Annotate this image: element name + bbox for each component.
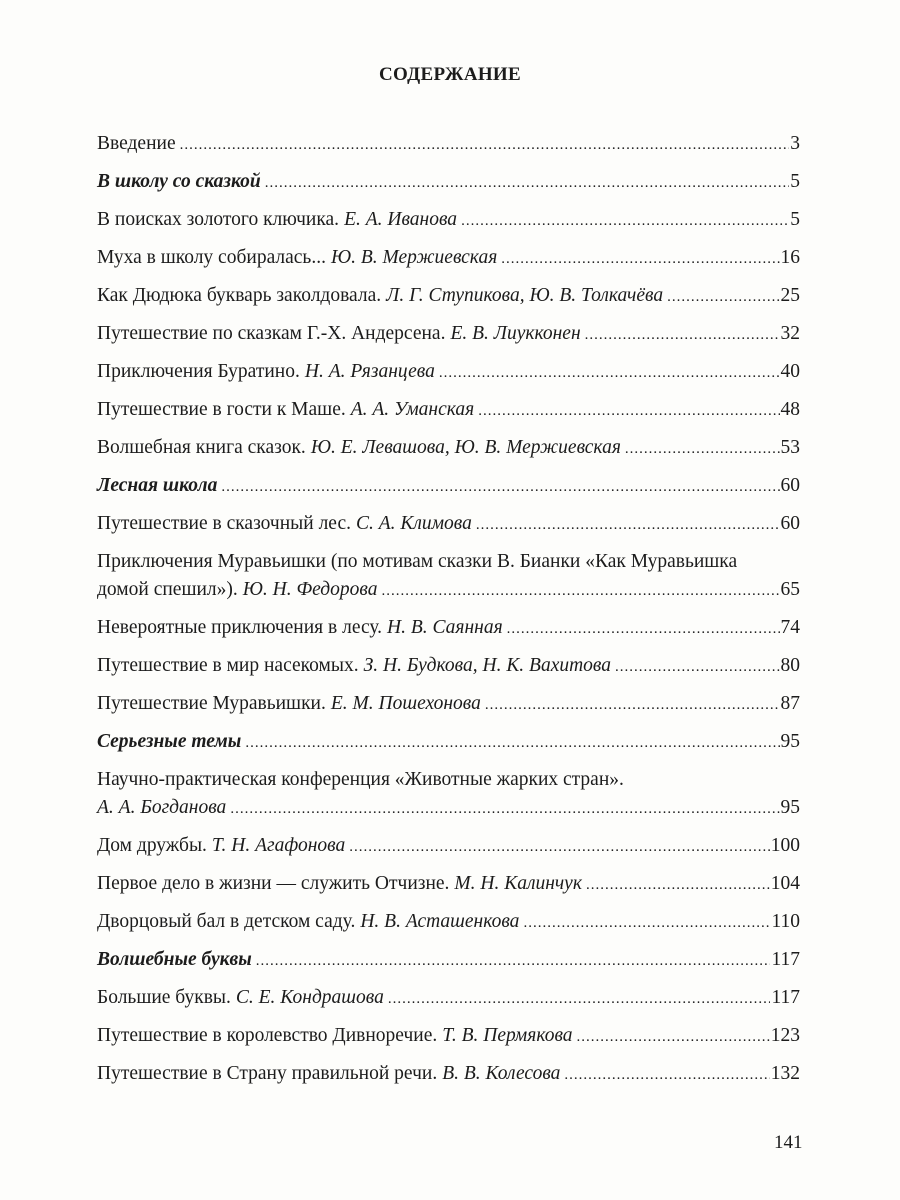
- entry-page: 5: [790, 209, 800, 230]
- toc-entry[interactable]: [97, 396, 800, 424]
- toc-entry[interactable]: [97, 870, 800, 898]
- entry-author: А. А. Богданова: [97, 797, 227, 818]
- entry-title: Муха в школу собиралась...: [97, 247, 326, 268]
- entry-title: В школу со сказкой: [97, 171, 261, 192]
- entry-page: 123: [770, 1025, 800, 1046]
- table-of-contents: [97, 130, 800, 1098]
- dot-leader: [265, 169, 789, 197]
- dot-leader: [439, 359, 780, 387]
- entry-page: 5: [790, 171, 800, 192]
- entry-author: Е. В. Лиукконен: [450, 323, 581, 344]
- toc-entry-line: [97, 472, 800, 500]
- entry-title: Путешествие в мир насекомых.: [97, 655, 359, 676]
- toc-section[interactable]: [97, 472, 800, 500]
- toc-entry[interactable]: [97, 244, 800, 272]
- page-number: 141: [774, 1132, 803, 1153]
- entry-title: Как Дюдюка букварь заколдовала.: [97, 285, 382, 306]
- dot-leader: [180, 131, 790, 159]
- toc-entry[interactable]: [97, 614, 800, 642]
- toc-entry-line: [97, 206, 800, 234]
- entry-title: Невероятные приключения в лесу.: [97, 617, 383, 638]
- toc-entry[interactable]: [97, 130, 800, 158]
- entry-author: Т. В. Пермякова: [442, 1025, 573, 1046]
- toc-entry-line: [97, 1022, 800, 1050]
- toc-entry-line: [97, 908, 800, 936]
- entry-page: 48: [780, 399, 800, 420]
- toc-entry[interactable]: [97, 282, 800, 310]
- toc-entry[interactable]: [97, 766, 800, 822]
- toc-entry[interactable]: [97, 832, 800, 860]
- entry-page: 117: [771, 987, 800, 1008]
- toc-entry-line: [97, 984, 800, 1012]
- dot-leader: [245, 729, 779, 757]
- entry-title: Путешествие в гости к Маше.: [97, 399, 346, 420]
- dot-leader: [485, 691, 780, 719]
- entry-author: З. Н. Будкова, Н. К. Вахитова: [363, 655, 612, 676]
- toc-entry[interactable]: [97, 434, 800, 462]
- entry-page: 80: [780, 655, 800, 676]
- entry-author: Е. А. Иванова: [344, 209, 458, 230]
- entry-author: Н. А. Рязанцева: [304, 361, 435, 382]
- toc-entry[interactable]: [97, 908, 800, 936]
- dot-leader: [523, 909, 770, 937]
- dot-leader: [230, 795, 779, 823]
- dot-leader: [478, 397, 779, 425]
- entry-title: Серьезные темы: [97, 731, 242, 752]
- entry-page: 60: [780, 513, 800, 534]
- entry-title: Введение: [97, 133, 176, 154]
- toc-entry-line: [97, 728, 800, 756]
- entry-author: Т. Н. Агафонова: [211, 835, 346, 856]
- entry-author: А. А. Уманская: [350, 399, 475, 420]
- entry-author: Ю. В. Мержиевская: [330, 247, 498, 268]
- entry-title: В поисках золотого ключика.: [97, 209, 340, 230]
- entry-title: Волшебная книга сказок.: [97, 437, 306, 458]
- toc-entry[interactable]: [97, 510, 800, 538]
- entry-author: С. Е. Кондрашова: [235, 987, 384, 1008]
- toc-entry-line: [97, 320, 800, 348]
- entry-page: 40: [780, 361, 800, 382]
- dot-leader: [388, 985, 771, 1013]
- toc-entry-line: [97, 434, 800, 462]
- entry-page: 16: [780, 247, 800, 268]
- entry-title: Волшебные буквы: [97, 949, 252, 970]
- entry-author: Е. М. Пошехонова: [330, 693, 481, 714]
- dot-leader: [501, 245, 779, 273]
- entry-page: 60: [780, 475, 800, 496]
- dot-leader: [585, 321, 780, 349]
- dot-leader: [256, 947, 771, 975]
- entry-page: 104: [770, 873, 800, 894]
- entry-page: 65: [780, 579, 800, 600]
- entry-author: С. А. Климова: [355, 513, 472, 534]
- entry-author: Н. В. Асташенкова: [360, 911, 520, 932]
- toc-entry[interactable]: [97, 1060, 800, 1088]
- toc-entry[interactable]: [97, 984, 800, 1012]
- entry-title: Путешествие в королевство Дивноречие.: [97, 1025, 438, 1046]
- entry-author: Ю. Н. Федорова: [242, 579, 378, 600]
- toc-entry-line: [97, 168, 800, 196]
- entry-page: 32: [780, 323, 800, 344]
- dot-leader: [667, 283, 779, 311]
- toc-entry-line: [97, 548, 800, 576]
- toc-entry[interactable]: [97, 206, 800, 234]
- toc-entry-line: [97, 510, 800, 538]
- entry-author: В. В. Колесова: [442, 1063, 561, 1084]
- dot-leader: [577, 1023, 770, 1051]
- toc-section[interactable]: [97, 728, 800, 756]
- dot-leader: [221, 473, 779, 501]
- dot-leader: [382, 577, 780, 605]
- toc-entry-line: [97, 946, 800, 974]
- entry-title: Большие буквы.: [97, 987, 231, 1008]
- entry-title: Дворцовый бал в детском саду.: [97, 911, 356, 932]
- entry-title: Путешествие Муравьишки.: [97, 693, 326, 714]
- entry-title: Дом дружбы.: [97, 835, 207, 856]
- entry-title: Научно-практическая конференция «Животные жарких стран».: [97, 769, 624, 790]
- toc-entry-line: [97, 576, 800, 604]
- toc-section[interactable]: [97, 168, 800, 196]
- entry-page: 117: [771, 949, 800, 970]
- entry-page: 53: [780, 437, 800, 458]
- toc-entry[interactable]: [97, 358, 800, 386]
- dot-leader: [461, 207, 789, 235]
- entry-title: Путешествие в сказочный лес.: [97, 513, 351, 534]
- dot-leader: [586, 871, 770, 899]
- toc-entry[interactable]: [97, 320, 800, 348]
- entry-title: Приключения Муравьишки (по мотивам сказки В. Бианки «Как Муравьишка: [97, 551, 738, 572]
- toc-entry[interactable]: [97, 1022, 800, 1050]
- toc-entry-line: [97, 794, 800, 822]
- entry-title: Лесная школа: [97, 475, 218, 496]
- entry-page: 74: [780, 617, 800, 638]
- page-title: СОДЕРЖАНИЕ: [379, 64, 521, 85]
- entry-page: 87: [780, 693, 800, 714]
- entry-page: 110: [771, 911, 800, 932]
- dot-leader: [564, 1061, 769, 1089]
- entry-page: 95: [780, 797, 800, 818]
- toc-entry-line: [97, 614, 800, 642]
- toc-entry[interactable]: [97, 548, 800, 604]
- toc-entry-line: [97, 244, 800, 272]
- toc-entry-line: [97, 652, 800, 680]
- toc-entry[interactable]: [97, 652, 800, 680]
- entry-page: 3: [790, 133, 800, 154]
- entry-author: Ю. Е. Левашова, Ю. В. Мержиевская: [310, 437, 621, 458]
- entry-page: 25: [780, 285, 800, 306]
- entry-title: Первое дело в жизни — служить Отчизне.: [97, 873, 450, 894]
- entry-page: 95: [780, 731, 800, 752]
- toc-entry[interactable]: [97, 690, 800, 718]
- toc-entry-line: [97, 1060, 800, 1088]
- entry-title: Путешествие по сказкам Г.-Х. Андерсена.: [97, 323, 446, 344]
- toc-entry-line: [97, 690, 800, 718]
- entry-author: Н. В. Саянная: [387, 617, 503, 638]
- entry-title: Путешествие в Страну правильной речи.: [97, 1063, 438, 1084]
- toc-entry-line: [97, 282, 800, 310]
- toc-entry-line: [97, 766, 800, 794]
- toc-entry-line: [97, 396, 800, 424]
- toc-section[interactable]: [97, 946, 800, 974]
- toc-entry-line: [97, 832, 800, 860]
- dot-leader: [625, 435, 780, 463]
- toc-entry-line: [97, 358, 800, 386]
- entry-page: 132: [770, 1063, 800, 1084]
- dot-leader: [615, 653, 779, 681]
- toc-entry-line: [97, 870, 800, 898]
- entry-author: М. Н. Калинчук: [454, 873, 582, 894]
- dot-leader: [349, 833, 770, 861]
- toc-entry-line: [97, 130, 800, 158]
- entry-title: Приключения Буратино.: [97, 361, 300, 382]
- entry-author: Л. Г. Ступикова, Ю. В. Толкачёва: [386, 285, 664, 306]
- entry-title-continued: домой спешил»).: [97, 579, 238, 600]
- entry-page: 100: [770, 835, 800, 856]
- dot-leader: [507, 615, 780, 643]
- dot-leader: [476, 511, 780, 539]
